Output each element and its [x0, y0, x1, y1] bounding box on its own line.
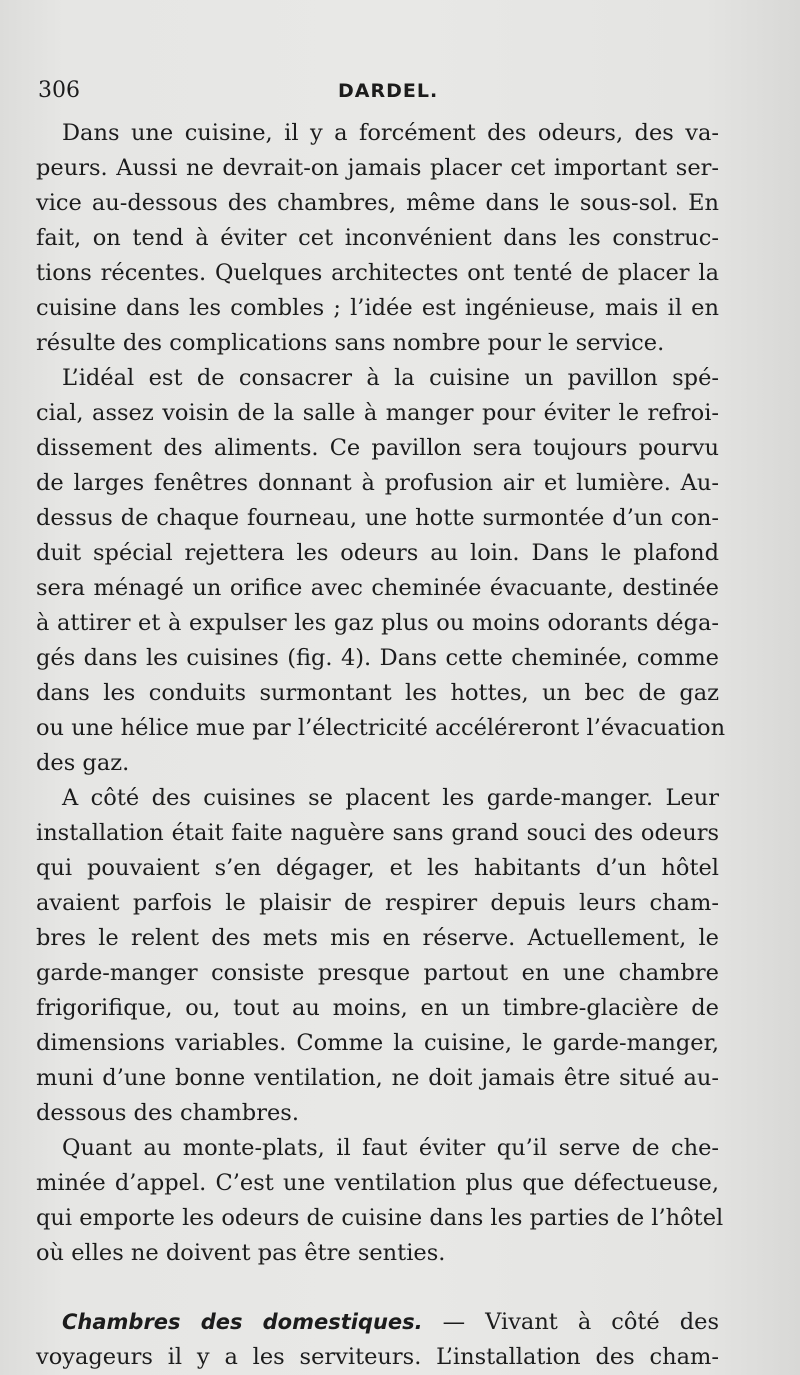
text-line: voyageurs il y a les serviteurs. L’installation des cham-: [36, 1344, 719, 1370]
text-line: cuisine dans les combles ; l’idée est ingénieuse, mais il en: [36, 295, 719, 321]
page-header: [38, 78, 738, 108]
text-line: duit spécial rejettera les odeurs au loin. Dans le plafond: [36, 540, 719, 566]
text-line: installation était faite naguère sans grand souci des odeurs: [36, 820, 719, 846]
text-line: garde-manger consiste presque partout en une chambre: [36, 960, 719, 986]
text-line: où elles ne doivent pas être senties.: [36, 1240, 446, 1266]
text-line: Quant au monte-plats, il faut éviter qu’il serve de che-: [62, 1135, 719, 1161]
page-number: 306: [38, 78, 80, 103]
text-line: dessus de chaque fourneau, une hotte surmontée d’un con-: [36, 505, 719, 531]
text-line: Dans une cuisine, il y a forcément des odeurs, des va-: [62, 120, 719, 146]
text-line: à attirer et à expulser les gaz plus ou moins odorants déga-: [36, 610, 719, 636]
text-line: dissement des aliments. Ce pavillon sera toujours pourvu: [36, 435, 719, 461]
section-heading-rest: — Vivant à côté des: [422, 1309, 720, 1335]
text-line: gés dans les cuisines (fig. 4). Dans cette cheminée, comme: [36, 645, 719, 671]
text-line: qui pouvaient s’en dégager, et les habitants d’un hôtel: [36, 855, 719, 881]
text-line: fait, on tend à éviter cet inconvénient dans les construc-: [36, 225, 719, 251]
text-line: cial, assez voisin de la salle à manger pour éviter le refroi-: [36, 400, 719, 426]
text-line: bres le relent des mets mis en réserve. Actuellement, le: [36, 925, 719, 951]
text-line: A côté des cuisines se placent les garde-manger. Leur: [62, 785, 719, 811]
text-line: vice au-dessous des chambres, même dans le sous-sol. En: [36, 190, 719, 216]
text-line: dimensions variables. Comme la cuisine, le garde-manger,: [36, 1030, 719, 1056]
text-line: dessous des chambres.: [36, 1100, 299, 1126]
text-line: ou une hélice mue par l’électricité accéléreront l’évacuation: [36, 715, 726, 741]
text-line: avaient parfois le plaisir de respirer depuis leurs cham-: [36, 890, 719, 916]
section-heading-line: [62, 1305, 719, 1339]
text-line: peurs. Aussi ne devrait-on jamais placer cet important ser-: [36, 155, 719, 181]
text-line: tions récentes. Quelques architectes ont tenté de placer la: [36, 260, 719, 286]
text-line: dans les conduits surmontant les hottes, un bec de gaz: [36, 680, 719, 706]
text-line: minée d’appel. C’est une ventilation plus que défectueuse,: [36, 1170, 719, 1196]
text-line: qui emporte les odeurs de cuisine dans les parties de l’hôtel: [36, 1205, 724, 1231]
text-line: des gaz.: [36, 750, 130, 776]
text-line: frigorifique, ou, tout au moins, en un timbre-glacière de: [36, 995, 719, 1021]
text-line: L’idéal est de consacrer à la cuisine un pavillon spé-: [62, 365, 719, 391]
text-line: sera ménagé un orifice avec cheminée évacuante, destinée: [36, 575, 719, 601]
text-line: résulte des complications sans nombre pour le service.: [36, 330, 665, 356]
text-line: muni d’une bonne ventilation, ne doit jamais être situé au-: [36, 1065, 719, 1091]
section-heading: Chambres des domestiques.: [62, 1310, 423, 1334]
text-line: de larges fenêtres donnant à profusion air et lumière. Au-: [36, 470, 719, 496]
running-head: DARDEL.: [338, 80, 439, 102]
